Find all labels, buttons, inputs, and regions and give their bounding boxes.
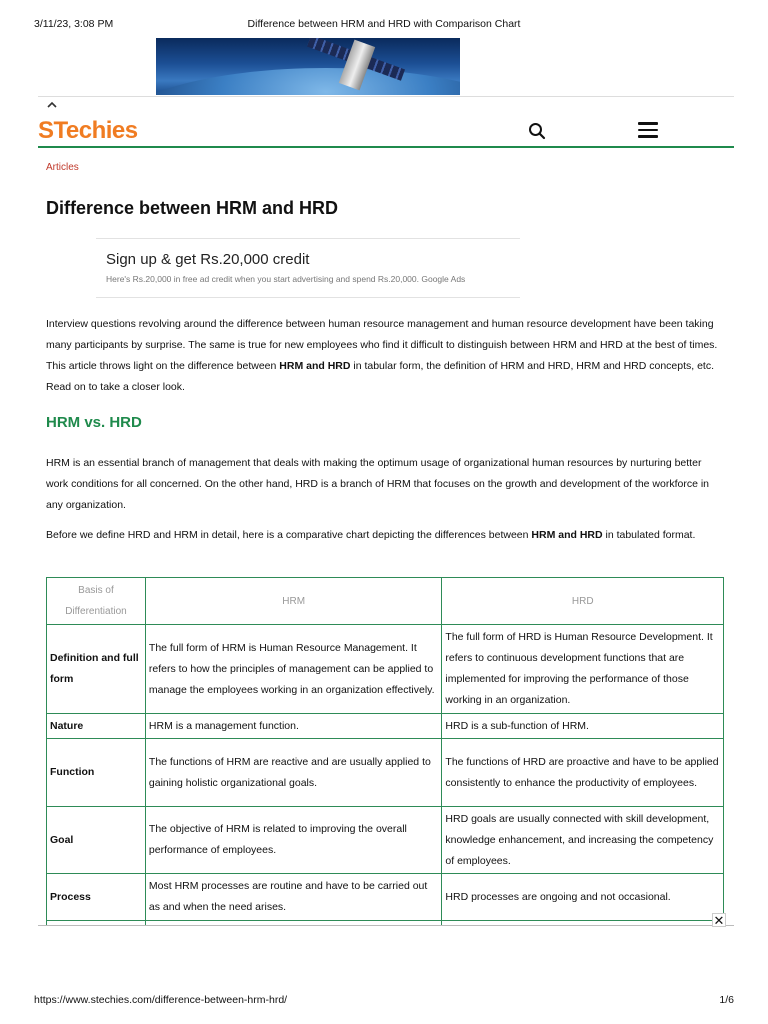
table-cell-basis: Goal bbox=[47, 807, 146, 874]
nav-divider bbox=[38, 146, 734, 148]
print-page-number: 1/6 bbox=[719, 994, 734, 1006]
table-row bbox=[47, 625, 724, 714]
chevron-up-icon[interactable] bbox=[46, 98, 58, 113]
top-banner-ad-image[interactable] bbox=[156, 38, 460, 95]
table-row bbox=[47, 874, 724, 921]
table-cell-basis: Nature bbox=[47, 714, 146, 739]
table-row bbox=[47, 714, 724, 739]
table-cell-hrd: HRD goals are usually connected with skill development, knowledge enhancement, and increasing the competency of employees. bbox=[442, 807, 724, 874]
banner-divider bbox=[38, 96, 734, 97]
table-cell-hrd: The functions of HRD are proactive and have to be applied consistently to enhance the productivity of employees. bbox=[442, 739, 724, 807]
table-cell-hrm: The objective of HRM is related to improving the overall performance of employees. bbox=[145, 807, 442, 874]
print-header bbox=[34, 18, 734, 32]
table-row bbox=[47, 807, 724, 874]
table-cell-basis: Function bbox=[47, 739, 146, 807]
intro-paragraph: Interview questions revolving around the difference between human resource management and human resource development have been taking many participants by surprise. The same is true for new employees who find it difficult to distinguish between HRM and HRD at the best of times. This article throws light on the difference between HRM and HRD in tabular form, the definition of HRM and HRD, HRM and HRD concepts, etc. Read on to take a closer look. bbox=[46, 318, 718, 393]
sponsored-ad[interactable] bbox=[96, 238, 520, 298]
site-logo[interactable]: STechies bbox=[38, 117, 138, 144]
hamburger-menu-icon[interactable] bbox=[638, 122, 658, 138]
table-row bbox=[47, 739, 724, 807]
table-cell-hrd: HRD processes are ongoing and not occasional. bbox=[442, 874, 724, 921]
print-document-title: Difference between HRM and HRD with Comparison Chart bbox=[247, 18, 521, 30]
earth-graphic bbox=[156, 68, 460, 95]
page-cut-mask bbox=[38, 925, 738, 985]
table-cell-hrm: HRM is a management function. bbox=[145, 714, 442, 739]
table-cell-hrm: The full form of HRM is Human Resource Management. It refers to how the principles of management can be applied to manage the employees working in an organization effectively. bbox=[145, 625, 442, 714]
page-title: Difference between HRM and HRD bbox=[46, 198, 339, 218]
search-icon[interactable] bbox=[528, 122, 546, 140]
table-header-hrd: HRD bbox=[442, 578, 724, 625]
table-cell-basis: Definition and full form bbox=[47, 625, 146, 714]
print-datetime: 3/11/23, 3:08 PM bbox=[34, 18, 114, 30]
table-cell-hrd: HRD is a sub-function of HRM. bbox=[442, 714, 724, 739]
comparison-table bbox=[46, 577, 724, 951]
table-cell-basis: Process bbox=[47, 874, 146, 921]
table-cell-hrm: The functions of HRM are reactive and are usually applied to gaining holistic organizational goals. bbox=[145, 739, 442, 807]
chart-intro-paragraph: Before we define HRD and HRM in detail, here is a comparative chart depicting the differences between HRM and HRD in tabulated format. bbox=[46, 529, 696, 541]
table-cell-hrm: Most HRM processes are routine and have to be carried out as and when the need arises. bbox=[145, 874, 442, 921]
table-header-row bbox=[47, 578, 724, 625]
table-header-basis: Basis of Differentiation bbox=[47, 578, 146, 625]
section-paragraph: HRM is an essential branch of management that deals with making the optimum usage of organizational human resources by nurturing better work conditions for all concerned. On the other hand, HRD is a branch of HRM that focuses on the growth and development of the workforce in any organization. bbox=[46, 457, 710, 511]
ad-headline[interactable]: Sign up & get Rs.20,000 credit bbox=[106, 251, 310, 268]
table-header-hrm: HRM bbox=[145, 578, 442, 625]
sticky-ad-divider bbox=[38, 925, 734, 926]
breadcrumb[interactable]: Articles bbox=[46, 162, 79, 173]
table-cell-hrd: The full form of HRD is Human Resource Development. It refers to continuous development functions that are implemented for improving the performance of those working in an organization. bbox=[442, 625, 724, 714]
ad-subtext: Here's Rs.20,000 in free ad credit when you start advertising and spend Rs.20,000. Google Ads bbox=[106, 274, 466, 284]
section-heading: HRM vs. HRD bbox=[46, 414, 142, 431]
close-icon[interactable]: ✕ bbox=[713, 913, 725, 928]
print-url: https://www.stechies.com/difference-between-hrm-hrd/ bbox=[34, 994, 288, 1006]
